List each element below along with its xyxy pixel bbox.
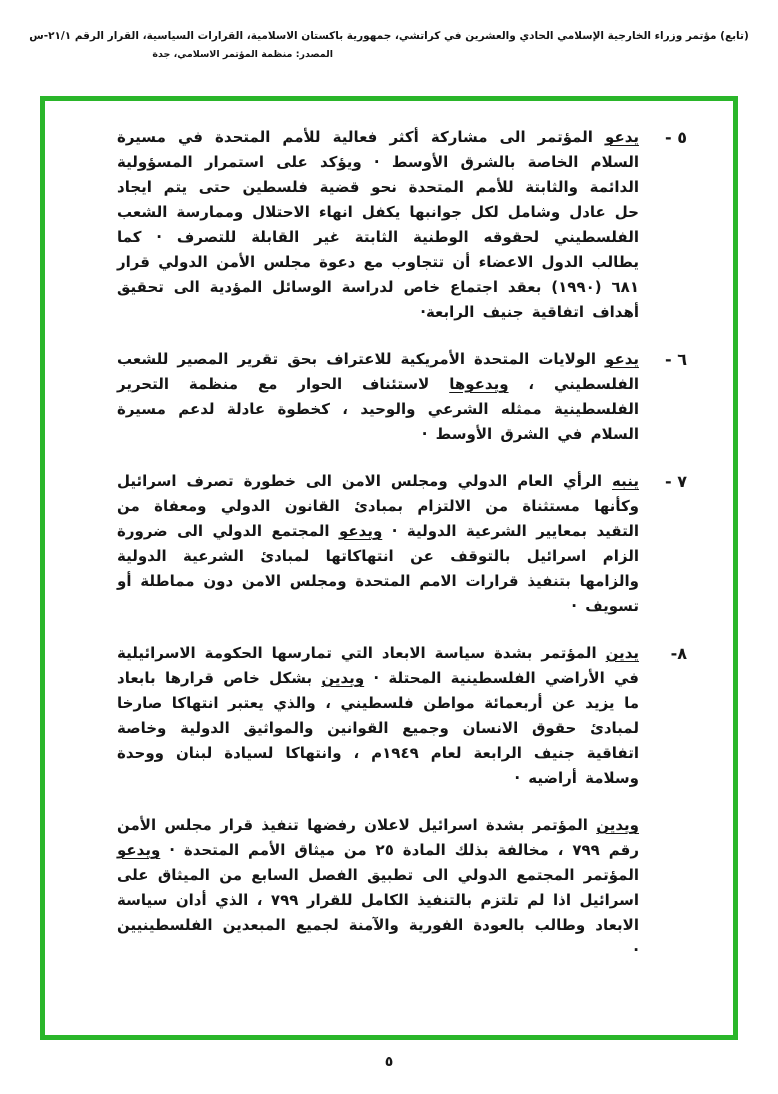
resolution-item — [117, 347, 687, 447]
underlined-phrase: ويدين — [321, 669, 365, 687]
header-source-line: (تابع) مؤتمر وزراء الخارجية الإسلامي الحادي والعشرين في كراتشي، جمهورية باكستان الاسلامية، القرارات السياسية، القرار الرقم ٢١/١-س — [29, 30, 749, 42]
item-number: ٧ - — [665, 472, 687, 491]
underlined-phrase: يدعو — [605, 128, 639, 146]
underlined-phrase: ويدعو — [117, 841, 161, 859]
text-segment: الولايات المتحدة الأمريكية للاعتراف بحق تقرير المصير للشعب الفلسطيني ، — [117, 350, 639, 393]
underlined-phrase: يدعو — [605, 350, 639, 368]
underlined-phrase: ويدعو — [339, 522, 383, 540]
text-segment: المؤتمر الى مشاركة أكثر فعالية للأمم المتحدة في مسيرة السلام الخاصة بالشرق الأوسط · ويؤكد على استمرار المسؤولية الدائمة والثابتة للأمم المتحدة نحو قضية فلسطين حتى يتم ايجاد حل عادل وشامل لكل جوانبها يكفل انهاء الاحتلال وممارسة الشعب الفلسطيني لحقوقه الوطنية الثابتة غير القابلة للتصرف · كما يطالب الدول الاعضاء أن تتجاوب مع دعوة مجلس الأمن الدولي قرار ٦٨١ (١٩٩٠) بعقد اجتماع خاص لدراسة الوسائل المؤدية الى تحقيق أهداف اتفاقية جنيف الرابعة· — [117, 128, 639, 321]
item-number: ٥ - — [665, 128, 687, 147]
item-text — [117, 125, 639, 325]
underlined-phrase: ويدعوها — [449, 375, 509, 393]
text-segment: المؤتمر بشدة اسرائيل لاعلان رفضها تنفيذ قرار مجلس الأمن رقم ٧٩٩ ، مخالفة بذلك المادة ٢٥ من ميثاق الأمم المتحدة · — [117, 816, 639, 859]
document-header — [0, 0, 778, 60]
underlined-phrase: ينبه — [612, 472, 639, 490]
item-text — [117, 641, 639, 791]
resolution-item — [117, 125, 687, 325]
resolution-item — [117, 469, 687, 619]
text-segment: بشكل خاص قرارها بابعاد ما يزيد عن أربعمائة مواطن فلسطيني ، والذي يعتبر انتهاكا صارخا لمبادئ حقوق الانسان وجميع القوانين والمواثيق الدولية وخاصة اتفاقية جنيف الرابعة لعام ١٩٤٩م ، وانتهاكا لسيادة لبنان ووحدة وسلامة أراضيه · — [117, 669, 639, 787]
item-number: ٦ - — [665, 350, 687, 369]
resolution-item — [117, 813, 687, 963]
resolution-item — [117, 641, 687, 791]
header-publisher-line: المصدر: منظمة المؤتمر الاسلامي، جدة — [152, 49, 333, 60]
item-text — [117, 347, 639, 447]
text-segment: المؤتمر بشدة سياسة الابعاد التي تمارسها الحكومة الاسرائيلية في الأراضي الفلسطينية المحتلة · — [117, 644, 639, 687]
text-segment: الرأي العام الدولي ومجلس الامن الى خطورة تصرف اسرائيل وكأنها مستثناة من الالتزام بمبادئ القانون الدولي ومعفاة من التقيد بمعايير الشرعية الدولية · — [117, 472, 639, 540]
underlined-phrase: ويدين — [596, 816, 639, 834]
text-segment: المجتمع الدولي الى ضرورة الزام اسرائيل بالتوقف عن انتهاكاتها لمبادئ الشرعية الدولية والزامها بتنفيذ قرارات الامم المتحدة ومجلس الامن دون مماطلة أو تسويف · — [117, 522, 639, 615]
item-text — [117, 813, 639, 963]
underlined-phrase: يدين — [605, 644, 639, 662]
item-number — [639, 813, 687, 963]
text-segment: لاستئناف الحوار مع منظمة التحرير الفلسطينية ممثله الشرعي والوحيد ، كخطوة عادلة لدعم مسيرة السلام في الشرق الأوسط · — [117, 375, 639, 443]
resolution-items — [45, 101, 733, 963]
item-text — [117, 469, 639, 619]
text-segment: المؤتمر المجتمع الدولي الى تطبيق الفصل السابع من الميثاق على اسرائيل اذا لم تلتزم بالتنفيذ الكامل للقرار ٧٩٩ ، الذي أدان سياسة الابعاد وطالب بالعودة الفورية والآمنة لجميع المبعدين الفلسطينيين · — [117, 866, 639, 959]
page-number: ٥ — [384, 1054, 394, 1070]
highlight-border — [40, 96, 738, 1040]
item-number: ٨- — [670, 644, 687, 663]
